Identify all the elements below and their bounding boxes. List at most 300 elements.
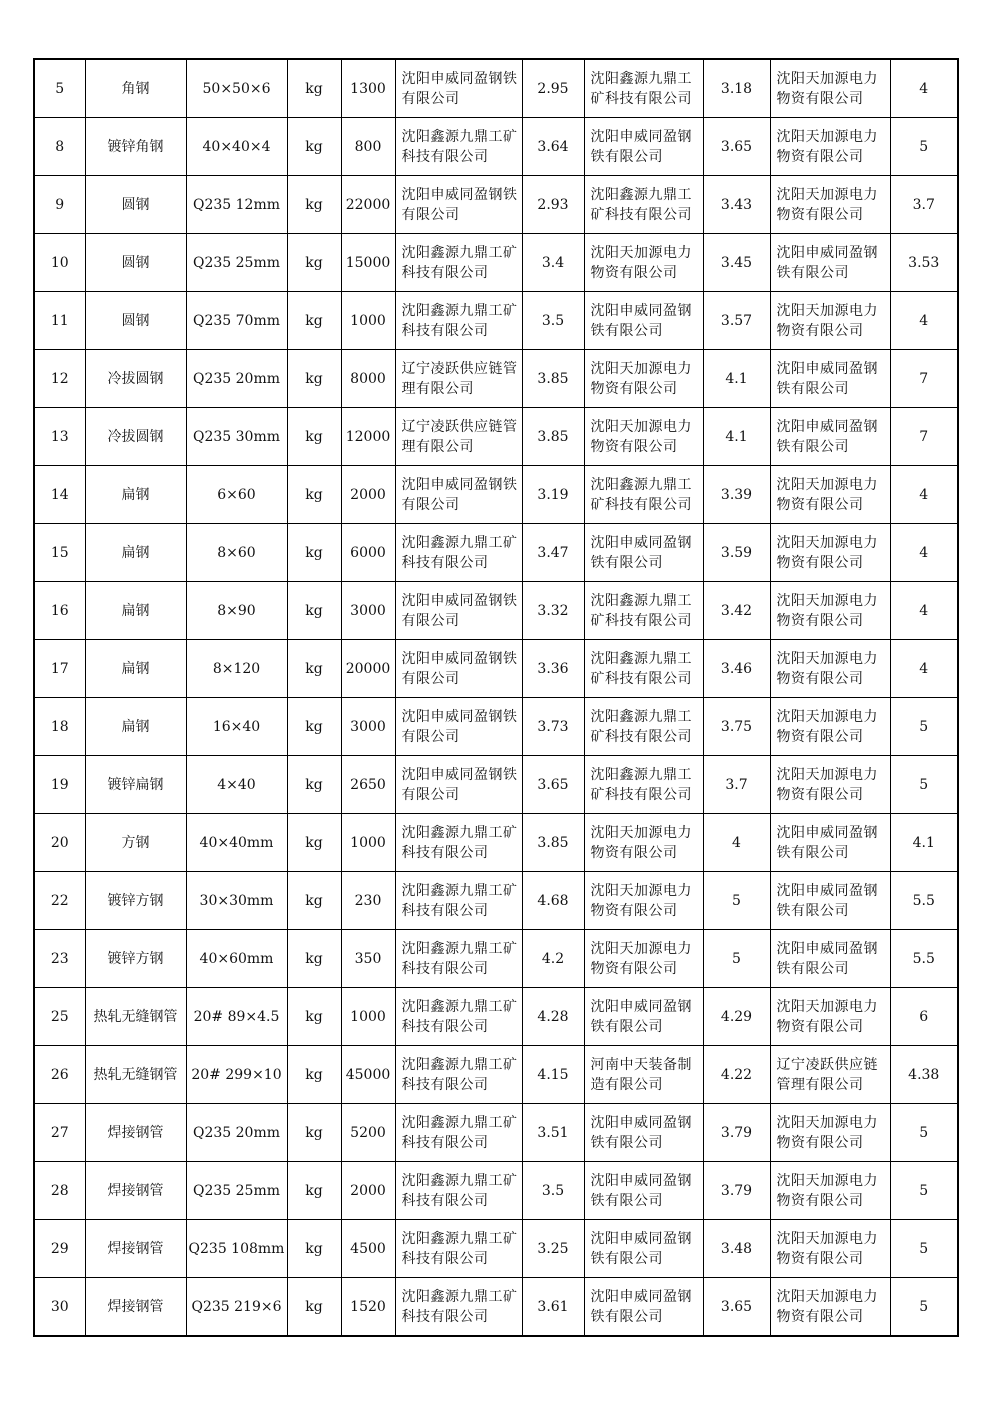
supplier-2-cell <box>584 1278 703 1337</box>
quantity-cell <box>341 524 395 582</box>
unit: kg <box>305 950 323 967</box>
row-number-cell <box>34 408 85 466</box>
price-3-cell <box>890 988 958 1046</box>
supplier-2: 沈阳鑫源九鼎工矿科技有限公司 <box>590 70 692 107</box>
table-row <box>34 1046 958 1104</box>
supplier-1-cell <box>395 466 522 524</box>
price-1-cell <box>522 640 584 698</box>
price-1-cell <box>522 59 584 118</box>
quantity-cell <box>341 118 395 176</box>
price-3-cell <box>890 1104 958 1162</box>
specification-cell <box>186 756 287 814</box>
supplier-2: 沈阳鑫源九鼎工矿科技有限公司 <box>590 476 692 513</box>
unit-cell <box>287 640 341 698</box>
supplier-1-cell <box>395 930 522 988</box>
price-3: 3.53 <box>908 254 940 271</box>
material-name: 圆钢 <box>121 312 150 329</box>
specification: 50×50×6 <box>202 80 271 97</box>
supplier-2-cell <box>584 930 703 988</box>
price-2-cell <box>703 988 770 1046</box>
material-name-cell <box>85 1046 186 1104</box>
quantity-cell <box>341 1220 395 1278</box>
supplier-3-cell <box>770 176 890 234</box>
price-3-cell <box>890 408 958 466</box>
quantity: 1000 <box>350 834 386 851</box>
supplier-3-cell <box>770 1104 890 1162</box>
unit: kg <box>305 370 323 387</box>
price-1-cell <box>522 756 584 814</box>
unit-cell <box>287 930 341 988</box>
supplier-2-cell <box>584 640 703 698</box>
unit-cell <box>287 176 341 234</box>
table-row <box>34 1162 958 1220</box>
supplier-1: 沈阳鑫源九鼎工矿科技有限公司 <box>401 534 518 571</box>
specification: Q235 12mm <box>192 196 280 213</box>
material-name: 扁钢 <box>121 544 150 561</box>
supplier-1-cell <box>395 234 522 292</box>
price-3: 6 <box>919 1008 929 1025</box>
price-2-cell <box>703 698 770 756</box>
price-3: 4 <box>919 312 929 329</box>
unit: kg <box>305 834 323 851</box>
price-1-cell <box>522 1162 584 1220</box>
supplier-2-cell <box>584 1220 703 1278</box>
supplier-3-cell <box>770 524 890 582</box>
row-number: 11 <box>50 312 69 329</box>
supplier-3-cell <box>770 234 890 292</box>
quantity: 22000 <box>345 196 391 213</box>
price-3-cell <box>890 1162 958 1220</box>
price-2-cell <box>703 408 770 466</box>
material-name-cell <box>85 234 186 292</box>
price-3-cell <box>890 930 958 988</box>
material-name: 圆钢 <box>121 254 150 271</box>
price-1-cell <box>522 1220 584 1278</box>
row-number-cell <box>34 1278 85 1337</box>
price-2-cell <box>703 1046 770 1104</box>
supplier-3: 沈阳申威同盈钢铁有限公司 <box>776 418 878 455</box>
row-number-cell <box>34 1046 85 1104</box>
supplier-2-cell <box>584 350 703 408</box>
specification-cell <box>186 988 287 1046</box>
quantity: 15000 <box>345 254 391 271</box>
unit-cell <box>287 698 341 756</box>
row-number-cell <box>34 59 85 118</box>
specification: 30×30mm <box>199 892 274 909</box>
unit: kg <box>305 892 323 909</box>
table-row <box>34 1104 958 1162</box>
specification: Q235 108mm <box>188 1240 285 1257</box>
row-number: 28 <box>50 1182 69 1199</box>
supplier-2-cell <box>584 408 703 466</box>
price-1: 3.65 <box>537 776 569 793</box>
supplier-1-cell <box>395 350 522 408</box>
supplier-3-cell <box>770 1046 890 1104</box>
supplier-1: 沈阳鑫源九鼎工矿科技有限公司 <box>401 882 518 919</box>
price-1: 3.4 <box>541 254 565 271</box>
specification: 40×60mm <box>199 950 274 967</box>
material-name: 扁钢 <box>121 660 150 677</box>
supplier-1-cell <box>395 582 522 640</box>
unit-cell <box>287 872 341 930</box>
material-name-cell <box>85 698 186 756</box>
supplier-2: 沈阳申威同盈钢铁有限公司 <box>590 998 692 1035</box>
price-2: 3.39 <box>720 486 753 503</box>
material-name-cell <box>85 930 186 988</box>
quantity: 2650 <box>350 776 386 793</box>
material-name: 热轧无缝钢管 <box>93 1008 178 1025</box>
unit: kg <box>305 1298 323 1315</box>
supplier-1: 沈阳申威同盈钢铁有限公司 <box>401 70 518 107</box>
supplier-1: 沈阳鑫源九鼎工矿科技有限公司 <box>401 1056 518 1093</box>
price-1-cell <box>522 466 584 524</box>
price-2-cell <box>703 1220 770 1278</box>
quantity: 3000 <box>350 602 386 619</box>
quantity: 2000 <box>350 486 386 503</box>
price-2-cell <box>703 872 770 930</box>
supplier-1-cell <box>395 1278 522 1337</box>
price-3-cell <box>890 1220 958 1278</box>
unit-cell <box>287 988 341 1046</box>
quantity-cell <box>341 872 395 930</box>
supplier-1-cell <box>395 1046 522 1104</box>
price-2-cell <box>703 814 770 872</box>
price-1: 3.85 <box>537 834 569 851</box>
specification-cell <box>186 524 287 582</box>
price-1: 3.19 <box>537 486 569 503</box>
material-name-cell <box>85 408 186 466</box>
specification: Q235 30mm <box>192 428 280 445</box>
supplier-3: 沈阳申威同盈钢铁有限公司 <box>776 824 878 861</box>
specification: Q235 70mm <box>192 312 280 329</box>
quantity-cell <box>341 176 395 234</box>
supplier-3-cell <box>770 814 890 872</box>
quantity-cell <box>341 234 395 292</box>
specification-cell <box>186 234 287 292</box>
quantity-cell <box>341 640 395 698</box>
specification-cell <box>186 814 287 872</box>
price-3: 4 <box>919 80 929 97</box>
supplier-1: 沈阳申威同盈钢铁有限公司 <box>401 708 518 745</box>
supplier-1-cell <box>395 872 522 930</box>
material-name: 焊接钢管 <box>107 1298 164 1315</box>
supplier-3-cell <box>770 756 890 814</box>
price-1: 4.68 <box>537 892 569 909</box>
material-name-cell <box>85 872 186 930</box>
row-number: 19 <box>50 776 69 793</box>
table-body <box>34 59 958 1336</box>
unit: kg <box>305 196 323 213</box>
supplier-1-cell <box>395 640 522 698</box>
price-3-cell <box>890 814 958 872</box>
price-1-cell <box>522 1046 584 1104</box>
price-2: 4 <box>732 834 741 851</box>
quantity-cell <box>341 1278 395 1337</box>
specification: Q235 25mm <box>192 254 280 271</box>
price-3-cell <box>890 350 958 408</box>
supplier-2-cell <box>584 698 703 756</box>
price-2: 3.7 <box>725 776 748 793</box>
price-2-cell <box>703 1278 770 1337</box>
row-number-cell <box>34 1220 85 1278</box>
row-number: 22 <box>50 892 69 909</box>
price-3: 4.38 <box>908 1066 940 1083</box>
price-2-cell <box>703 234 770 292</box>
price-1-cell <box>522 234 584 292</box>
quantity: 350 <box>354 950 382 967</box>
row-number-cell <box>34 292 85 350</box>
supplier-1-cell <box>395 176 522 234</box>
supplier-3: 沈阳天加源电力物资有限公司 <box>776 1114 878 1151</box>
price-2: 3.45 <box>720 254 753 271</box>
quantity: 5200 <box>350 1124 386 1141</box>
quantity-cell <box>341 1104 395 1162</box>
supplier-1: 沈阳鑫源九鼎工矿科技有限公司 <box>401 1288 518 1325</box>
row-number: 10 <box>50 254 69 271</box>
table-row <box>34 1220 958 1278</box>
price-1: 2.95 <box>537 80 569 97</box>
price-1-cell <box>522 930 584 988</box>
row-number-cell <box>34 872 85 930</box>
quantity: 2000 <box>350 1182 386 1199</box>
table-row <box>34 408 958 466</box>
supplier-1-cell <box>395 1162 522 1220</box>
row-number: 8 <box>55 138 65 155</box>
quantity: 12000 <box>345 428 391 445</box>
quantity: 1520 <box>350 1298 386 1315</box>
price-1-cell <box>522 1278 584 1337</box>
material-name-cell <box>85 118 186 176</box>
supplier-1-cell <box>395 698 522 756</box>
price-2-cell <box>703 756 770 814</box>
price-3-cell <box>890 872 958 930</box>
price-1: 3.5 <box>541 1182 565 1199</box>
price-2: 3.57 <box>720 312 753 329</box>
row-number: 25 <box>50 1008 69 1025</box>
price-3: 4 <box>919 486 929 503</box>
price-3: 4 <box>919 660 929 677</box>
supplier-3-cell <box>770 1220 890 1278</box>
table-row <box>34 582 958 640</box>
supplier-2-cell <box>584 176 703 234</box>
price-3-cell <box>890 118 958 176</box>
row-number-cell <box>34 118 85 176</box>
price-2: 4.29 <box>720 1008 753 1025</box>
price-2-cell <box>703 176 770 234</box>
table-row <box>34 640 958 698</box>
unit: kg <box>305 776 323 793</box>
price-1: 3.61 <box>537 1298 569 1315</box>
price-3-cell <box>890 234 958 292</box>
price-2: 3.79 <box>720 1182 753 1199</box>
specification: 8×90 <box>217 602 256 619</box>
quantity: 45000 <box>345 1066 391 1083</box>
supplier-1: 辽宁凌跃供应链管理有限公司 <box>401 360 518 397</box>
price-1: 3.73 <box>537 718 569 735</box>
unit: kg <box>305 1240 323 1257</box>
price-1-cell <box>522 988 584 1046</box>
supplier-1-cell <box>395 118 522 176</box>
specification: 4×40 <box>217 776 256 793</box>
supplier-3: 沈阳天加源电力物资有限公司 <box>776 766 878 803</box>
supplier-3-cell <box>770 698 890 756</box>
quantity-cell <box>341 292 395 350</box>
supplier-2: 河南中天装备制造有限公司 <box>590 1056 692 1093</box>
unit-cell <box>287 1104 341 1162</box>
unit-cell <box>287 292 341 350</box>
supplier-1: 沈阳申威同盈钢铁有限公司 <box>401 766 518 803</box>
supplier-3: 沈阳天加源电力物资有限公司 <box>776 534 878 571</box>
specification: Q235 219×6 <box>191 1298 282 1315</box>
unit: kg <box>305 428 323 445</box>
row-number: 13 <box>50 428 69 445</box>
row-number: 26 <box>50 1066 69 1083</box>
unit-cell <box>287 1220 341 1278</box>
row-number-cell <box>34 756 85 814</box>
row-number-cell <box>34 350 85 408</box>
supplier-3: 沈阳天加源电力物资有限公司 <box>776 650 878 687</box>
price-1: 3.47 <box>537 544 569 561</box>
unit: kg <box>305 544 323 561</box>
price-3-cell <box>890 756 958 814</box>
supplier-1-cell <box>395 292 522 350</box>
quantity-cell <box>341 988 395 1046</box>
supplier-3: 沈阳天加源电力物资有限公司 <box>776 128 878 165</box>
row-number-cell <box>34 1162 85 1220</box>
quantity: 6000 <box>350 544 386 561</box>
unit-cell <box>287 118 341 176</box>
price-3: 7 <box>919 428 929 445</box>
supplier-2: 沈阳申威同盈钢铁有限公司 <box>590 1114 692 1151</box>
price-2: 5 <box>732 892 741 909</box>
material-name: 扁钢 <box>121 486 150 503</box>
supplier-1-cell <box>395 59 522 118</box>
supplier-2: 沈阳鑫源九鼎工矿科技有限公司 <box>590 766 692 803</box>
quantity: 8000 <box>350 370 386 387</box>
supplier-1: 辽宁凌跃供应链管理有限公司 <box>401 418 518 455</box>
table-row <box>34 176 958 234</box>
price-2-cell <box>703 582 770 640</box>
row-number: 17 <box>50 660 69 677</box>
unit-cell <box>287 756 341 814</box>
supplier-2: 沈阳申威同盈钢铁有限公司 <box>590 302 692 339</box>
price-2: 3.48 <box>720 1240 753 1257</box>
unit: kg <box>305 660 323 677</box>
price-2-cell <box>703 640 770 698</box>
price-1-cell <box>522 176 584 234</box>
supplier-1: 沈阳鑫源九鼎工矿科技有限公司 <box>401 1230 518 1267</box>
unit-cell <box>287 466 341 524</box>
material-name-cell <box>85 640 186 698</box>
material-name: 焊接钢管 <box>107 1124 164 1141</box>
material-name-cell <box>85 350 186 408</box>
quantity-cell <box>341 1162 395 1220</box>
unit-cell <box>287 1046 341 1104</box>
quantity: 1000 <box>350 312 386 329</box>
price-1: 3.85 <box>537 370 569 387</box>
table-row <box>34 814 958 872</box>
price-3: 5 <box>919 776 929 793</box>
table-row <box>34 59 958 118</box>
supplier-1: 沈阳申威同盈钢铁有限公司 <box>401 592 518 629</box>
supplier-2: 沈阳申威同盈钢铁有限公司 <box>590 1288 692 1325</box>
specification: 40×40×4 <box>202 138 271 155</box>
price-2: 3.46 <box>720 660 753 677</box>
price-2-cell <box>703 524 770 582</box>
price-3: 5 <box>919 1240 929 1257</box>
row-number: 23 <box>50 950 69 967</box>
price-1: 3.5 <box>541 312 565 329</box>
quantity: 1000 <box>350 1008 386 1025</box>
supplier-2: 沈阳申威同盈钢铁有限公司 <box>590 534 692 571</box>
material-name: 镀锌方钢 <box>107 950 164 967</box>
supplier-3: 沈阳天加源电力物资有限公司 <box>776 708 878 745</box>
material-name: 镀锌扁钢 <box>107 776 164 793</box>
price-3: 4.1 <box>912 834 935 851</box>
price-1-cell <box>522 524 584 582</box>
supplier-3: 沈阳申威同盈钢铁有限公司 <box>776 244 878 281</box>
price-2-cell <box>703 1104 770 1162</box>
price-2-cell <box>703 118 770 176</box>
supplier-1-cell <box>395 756 522 814</box>
specification-cell <box>186 1104 287 1162</box>
price-2-cell <box>703 292 770 350</box>
supplier-2-cell <box>584 234 703 292</box>
specification-cell <box>186 640 287 698</box>
specification-cell <box>186 1162 287 1220</box>
row-number-cell <box>34 582 85 640</box>
price-1-cell <box>522 872 584 930</box>
supplier-2: 沈阳申威同盈钢铁有限公司 <box>590 1230 692 1267</box>
price-1: 3.25 <box>537 1240 569 1257</box>
supplier-3: 辽宁凌跃供应链管理有限公司 <box>776 1056 878 1093</box>
table-row <box>34 872 958 930</box>
specification: 40×40mm <box>199 834 274 851</box>
price-1-cell <box>522 292 584 350</box>
price-1-cell <box>522 408 584 466</box>
price-3-cell <box>890 176 958 234</box>
material-name: 扁钢 <box>121 602 150 619</box>
supplier-2: 沈阳天加源电力物资有限公司 <box>590 824 692 861</box>
quantity-cell <box>341 756 395 814</box>
row-number-cell <box>34 1104 85 1162</box>
supplier-1: 沈阳鑫源九鼎工矿科技有限公司 <box>401 244 518 281</box>
supplier-2-cell <box>584 466 703 524</box>
row-number: 29 <box>50 1240 69 1257</box>
row-number: 20 <box>50 834 69 851</box>
price-3: 5 <box>919 1298 929 1315</box>
supplier-2-cell <box>584 292 703 350</box>
supplier-3-cell <box>770 988 890 1046</box>
unit: kg <box>305 1008 323 1025</box>
supplier-3-cell <box>770 59 890 118</box>
material-name: 镀锌角钢 <box>107 138 164 155</box>
price-2: 3.43 <box>720 196 753 213</box>
price-1-cell <box>522 814 584 872</box>
row-number-cell <box>34 640 85 698</box>
supplier-3: 沈阳天加源电力物资有限公司 <box>776 1230 878 1267</box>
price-2-cell <box>703 1162 770 1220</box>
supplier-3: 沈阳申威同盈钢铁有限公司 <box>776 882 878 919</box>
supplier-1: 沈阳申威同盈钢铁有限公司 <box>401 186 518 223</box>
price-2: 3.59 <box>720 544 753 561</box>
price-3-cell <box>890 1278 958 1337</box>
supplier-3: 沈阳天加源电力物资有限公司 <box>776 476 878 513</box>
supplier-2: 沈阳天加源电力物资有限公司 <box>590 418 692 455</box>
row-number-cell <box>34 524 85 582</box>
price-1-cell <box>522 582 584 640</box>
row-number-cell <box>34 176 85 234</box>
